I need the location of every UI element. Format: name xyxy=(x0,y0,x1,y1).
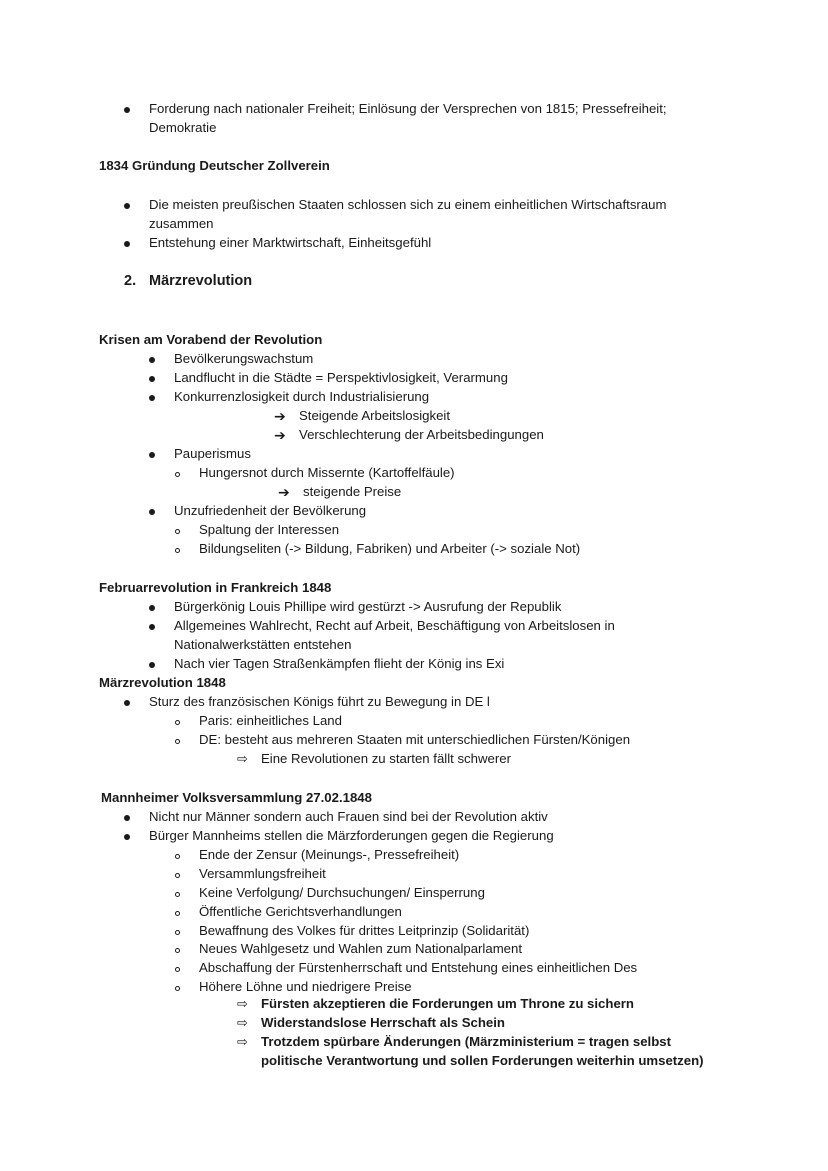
bullet-icon xyxy=(149,509,155,515)
arrow-item-cont: politische Verantwortung und sollen Forderungen weiterhin umsetzen) xyxy=(261,1053,704,1068)
heading-krisen: Krisen am Vorabend der Revolution xyxy=(99,332,323,347)
sub-bullet-icon xyxy=(175,948,180,953)
chapter-number: 2. xyxy=(124,273,137,289)
sub-bullet-icon xyxy=(175,967,180,972)
sub-bullet-icon xyxy=(175,529,180,534)
sub-bullet-icon xyxy=(175,873,180,878)
sub-bullet-icon xyxy=(175,720,180,725)
sub-item: Hungersnot durch Missernte (Kartoffelfäule) xyxy=(199,465,455,480)
sub-item: Ende der Zensur (Meinungs-, Pressefreiheit) xyxy=(199,847,460,862)
sub-bullet-icon xyxy=(175,930,180,935)
list-item: Die meisten preußischen Staaten schlossen sich zu einem einheitlichen Wirtschaftsraum xyxy=(149,197,667,212)
bullet-icon xyxy=(124,700,130,706)
sub-item: Keine Verfolgung/ Durchsuchungen/ Einsperrung xyxy=(199,885,485,900)
list-item: Landflucht in die Städte = Perspektivlosigkeit, Verarmung xyxy=(174,370,508,385)
list-item: Unzufriedenheit der Bevölkerung xyxy=(174,503,367,518)
bullet-icon xyxy=(149,357,155,363)
bullet-icon xyxy=(149,395,155,401)
arrow-item: steigende Preise xyxy=(303,484,402,499)
sub-bullet-icon xyxy=(175,854,180,859)
bullet-icon xyxy=(149,452,155,458)
list-item: Allgemeines Wahlrecht, Recht auf Arbeit, Beschäftigung von Arbeitslosen in xyxy=(174,618,615,633)
list-item: Bürger Mannheims stellen die Märzforderungen gegen die Regierung xyxy=(149,828,554,843)
sub-bullet-icon xyxy=(175,986,180,991)
arrow-item: Eine Revolutionen zu starten fällt schwerer xyxy=(261,751,511,766)
sub-item: Öffentliche Gerichtsverhandlungen xyxy=(199,904,402,919)
list-item: Bevölkerungswachstum xyxy=(174,351,314,366)
bullet-icon xyxy=(124,241,130,247)
list-item-cont: zusammen xyxy=(149,216,214,231)
heading-maerz: Märzrevolution 1848 xyxy=(99,675,226,690)
hollow-arrow-icon: ⇨ xyxy=(237,751,248,766)
hollow-arrow-icon: ⇨ xyxy=(237,996,248,1011)
bullet-icon xyxy=(124,815,130,821)
sub-item: Spaltung der Interessen xyxy=(199,522,340,537)
sub-item: Höhere Löhne und niedrigere Preise xyxy=(199,979,412,994)
sub-bullet-icon xyxy=(175,739,180,744)
sub-bullet-icon xyxy=(175,911,180,916)
bullet-icon xyxy=(149,376,155,382)
sub-bullet-icon xyxy=(175,892,180,897)
hollow-arrow-icon: ⇨ xyxy=(237,1015,248,1030)
list-item: Nach vier Tagen Straßenkämpfen flieht der König ins Exi xyxy=(174,656,505,671)
bullet-icon xyxy=(124,834,130,840)
list-item-cont: Nationalwerkstätten entstehen xyxy=(174,637,352,652)
bullet-icon xyxy=(124,203,130,209)
arrow-right-icon: ➔ xyxy=(278,484,290,500)
bullet-icon xyxy=(149,624,155,630)
heading-mannheim: Mannheimer Volksversammlung 27.02.1848 xyxy=(101,790,372,805)
sub-item: DE: besteht aus mehreren Staaten mit unterschiedlichen Fürsten/Königen xyxy=(199,732,631,747)
arrow-right-icon: ➔ xyxy=(274,408,286,424)
sub-bullet-icon xyxy=(175,548,180,553)
heading-zollverein: 1834 Gründung Deutscher Zollverein xyxy=(99,158,330,173)
sub-bullet-icon xyxy=(175,472,180,477)
sub-item: Neues Wahlgesetz und Wahlen zum Nationalparlament xyxy=(199,941,523,956)
arrow-item: Widerstandslose Herrschaft als Schein xyxy=(261,1015,505,1030)
list-item: Entstehung einer Marktwirtschaft, Einheitsgefühl xyxy=(149,235,432,250)
arrow-item: Fürsten akzeptieren die Forderungen um Throne zu sichern xyxy=(261,996,634,1011)
list-item: Pauperismus xyxy=(174,446,251,461)
sub-item: Versammlungsfreiheit xyxy=(199,866,326,881)
arrow-item: Steigende Arbeitslosigkeit xyxy=(299,408,451,423)
sub-item: Paris: einheitliches Land xyxy=(199,713,342,728)
list-item: Sturz des französischen Königs führt zu Bewegung in DE l xyxy=(149,694,490,709)
list-item: Forderung nach nationaler Freiheit; Einlösung der Versprechen von 1815; Pressefreiheit; xyxy=(149,101,667,116)
arrow-right-icon: ➔ xyxy=(274,427,286,443)
sub-item: Bildungseliten (-> Bildung, Fabriken) und Arbeiter (-> soziale Not) xyxy=(199,541,581,556)
bullet-icon xyxy=(149,662,155,668)
bullet-icon xyxy=(149,605,155,611)
sub-item: Bewaffnung des Volkes für drittes Leitprinzip (Solidarität) xyxy=(199,923,530,938)
heading-februar: Februarrevolution in Frankreich 1848 xyxy=(99,580,332,595)
bullet-icon xyxy=(124,107,130,113)
hollow-arrow-icon: ⇨ xyxy=(237,1034,248,1049)
chapter-title: Märzrevolution xyxy=(149,273,253,289)
list-item: Konkurrenzlosigkeit durch Industrialisierung xyxy=(174,389,430,404)
arrow-item: Verschlechterung der Arbeitsbedingungen xyxy=(299,427,544,442)
list-item: Bürgerkönig Louis Phillipe wird gestürzt -> Ausrufung der Republik xyxy=(174,599,562,614)
list-item: Nicht nur Männer sondern auch Frauen sind bei der Revolution aktiv xyxy=(149,809,548,824)
sub-item: Abschaffung der Fürstenherrschaft und Entstehung eines einheitlichen Des xyxy=(199,960,638,975)
arrow-item: Trotzdem spürbare Änderungen (Märzministerium = tragen selbst xyxy=(261,1034,671,1049)
list-item-cont: Demokratie xyxy=(149,120,217,135)
